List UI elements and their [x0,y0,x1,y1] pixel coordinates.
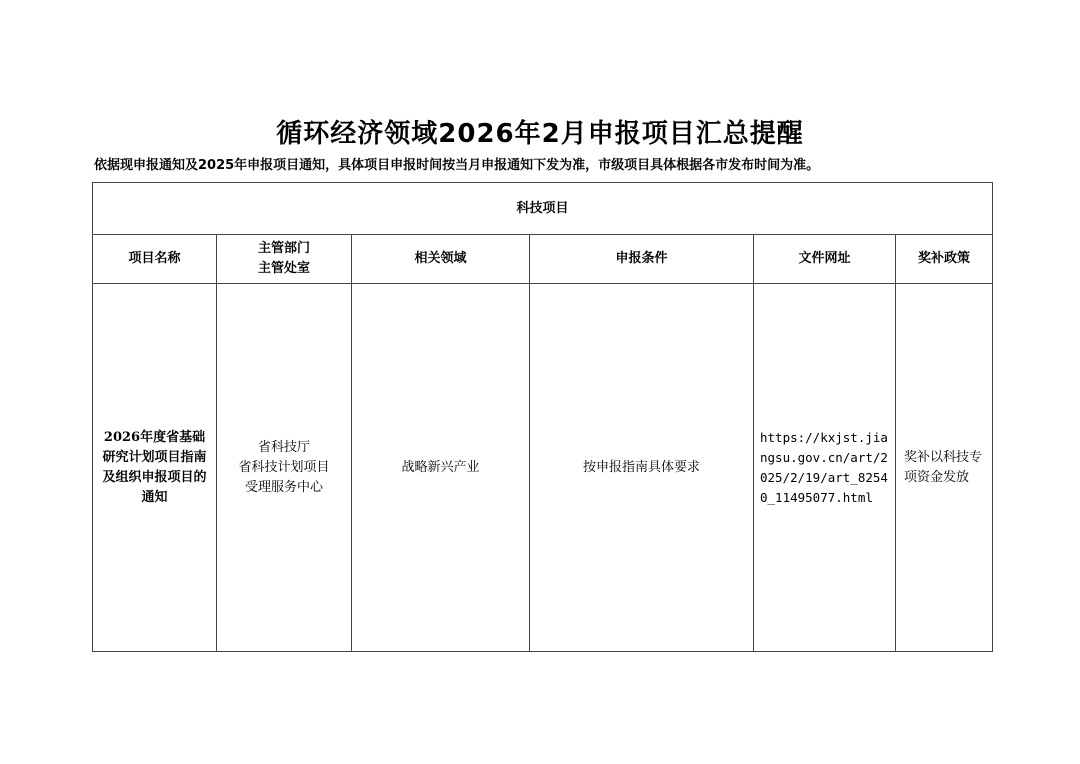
header-url: 文件网址 [754,235,896,284]
header-row [93,235,993,284]
header-policy: 奖补政策 [896,235,993,284]
document-title: 循环经济领域2026年2月申报项目汇总提醒 [276,119,804,149]
application-conditions: 按申报指南具体要求 [530,284,754,652]
header-conditions: 申报条件 [530,235,754,284]
document-note: 依据现申报通知及2025年申报项目通知，具体项目申报时间按当月申报通知下发为准，市级项目具体根据各市发布时间为准。 [94,158,820,173]
department-line2: 省科技计划项目 [238,459,330,475]
header-department-line1: 主管部门 [257,241,310,256]
project-table [92,182,993,652]
section-row [93,183,993,235]
subsidy-policy: 奖补以科技专项资金发放 [896,284,993,652]
header-department [217,235,352,284]
related-field: 战略新兴产业 [352,284,530,652]
department-line3: 受理服务中心 [244,479,323,495]
header-project-name: 项目名称 [93,235,217,284]
department-line1: 省科技厅 [257,439,310,455]
header-field: 相关领域 [352,235,530,284]
section-title: 科技项目 [93,183,993,235]
project-name: 2026年度省基础研究计划项目指南及组织申报项目的通知 [93,284,217,652]
table-row [93,284,993,652]
file-url[interactable]: https://kxjst.jiangsu.gov.cn/art/2025/2/19/art_82540_11495077.html [754,284,896,652]
department [217,284,352,652]
header-department-line2: 主管处室 [257,261,310,276]
